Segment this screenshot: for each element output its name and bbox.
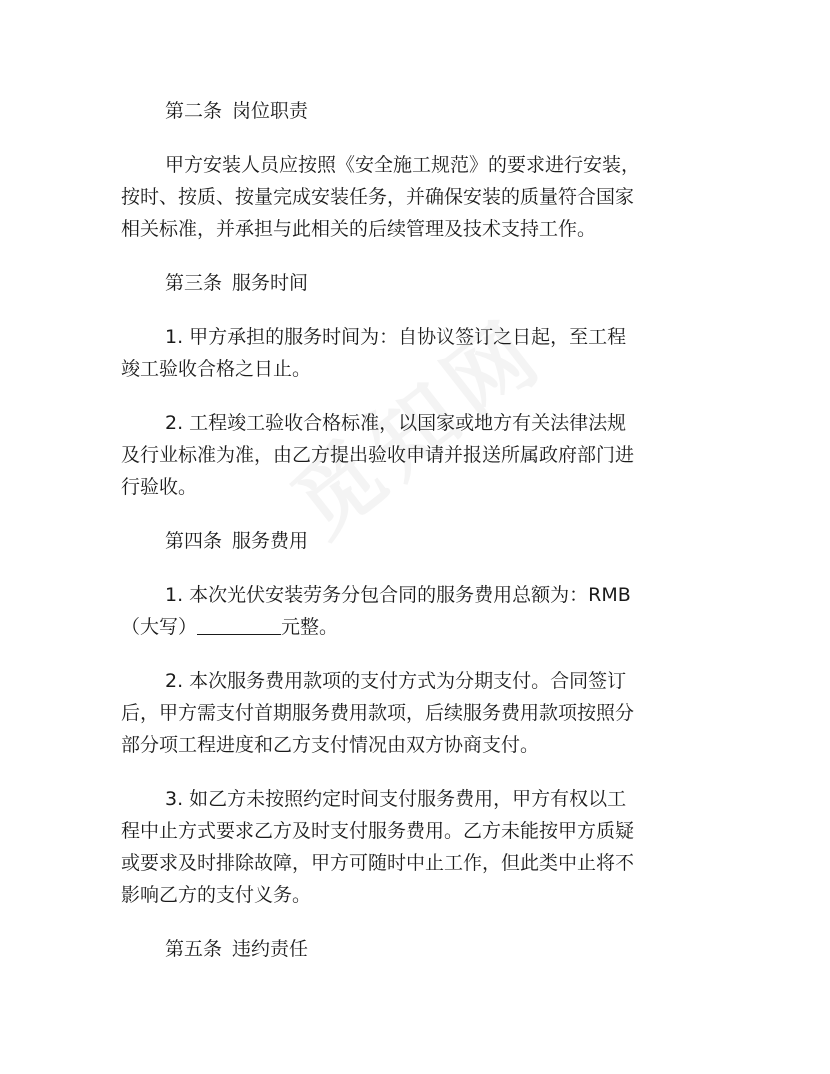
paragraph-line: 1. 本次光伏安装劳务分包合同的服务费用总额为：RMB: [165, 584, 631, 606]
article-3-heading: [121, 267, 713, 299]
article-5-title: 违约责任: [232, 938, 309, 960]
article-4-item-2: [121, 665, 713, 761]
article-3-item-1: [121, 321, 713, 385]
article-4-item-1: [121, 579, 713, 643]
paragraph-line: 竣工验收合格之日止。: [121, 358, 312, 380]
paragraph-line: 行验收。: [121, 476, 198, 498]
paragraph-line: 2. 本次服务费用款项的支付方式为分期支付。合同签订: [165, 670, 627, 692]
article-2-paragraph: [121, 149, 713, 245]
amount-label: （大写）: [121, 616, 198, 638]
paragraph-line: 部分项工程进度和乙方支付情况由双方协商支付。: [121, 734, 540, 756]
article-3-title: 服务时间: [232, 272, 309, 294]
article-5-heading: [121, 933, 713, 965]
paragraph-line: 及行业标准为准，由乙方提出验收申请并报送所属政府部门进: [121, 444, 635, 466]
paragraph-line: 2. 工程竣工验收合格标准，以国家或地方有关法律法规: [165, 412, 627, 434]
article-3-item-2: [121, 407, 713, 503]
article-3-number: 第三条: [165, 272, 223, 294]
paragraph-line: 1. 甲方承担的服务时间为：自协议签订之日起，至工程: [165, 326, 627, 348]
paragraph-line: 甲方安装人员应按照《安全施工规范》的要求进行安装，: [165, 154, 641, 176]
article-4-heading: [121, 525, 713, 557]
amount-blank-field: [197, 614, 281, 635]
article-4-item-3: [121, 783, 713, 911]
article-4-title: 服务费用: [232, 530, 309, 552]
paragraph-line: 程中止方式要求乙方及时支付服务费用。乙方未能按甲方质疑: [121, 820, 635, 842]
paragraph-line: 相关标准，并承担与此相关的后续管理及技术支持工作。: [121, 218, 597, 240]
paragraph-line: 影响乙方的支付义务。: [121, 884, 312, 906]
paragraph-line: 或要求及时排除故障，甲方可随时中止工作，但此类中止将不: [121, 852, 635, 874]
article-2-number: 第二条: [165, 100, 223, 122]
paragraph-line: 3. 如乙方未按照约定时间支付服务费用，甲方有权以工: [165, 788, 627, 810]
article-5-number: 第五条: [165, 938, 223, 960]
paragraph-line: 按时、按质、按量完成安装任务，并确保安装的质量符合国家: [121, 186, 635, 208]
amount-suffix: 元整。: [281, 616, 339, 638]
paragraph-line: [121, 611, 713, 643]
article-2-heading: [121, 95, 713, 127]
document-body: [121, 95, 713, 987]
article-4-number: 第四条: [165, 530, 223, 552]
article-2-title: 岗位职责: [232, 100, 309, 122]
paragraph-line: 后，甲方需支付首期服务费用款项，后续服务费用款项按照分: [121, 702, 635, 724]
